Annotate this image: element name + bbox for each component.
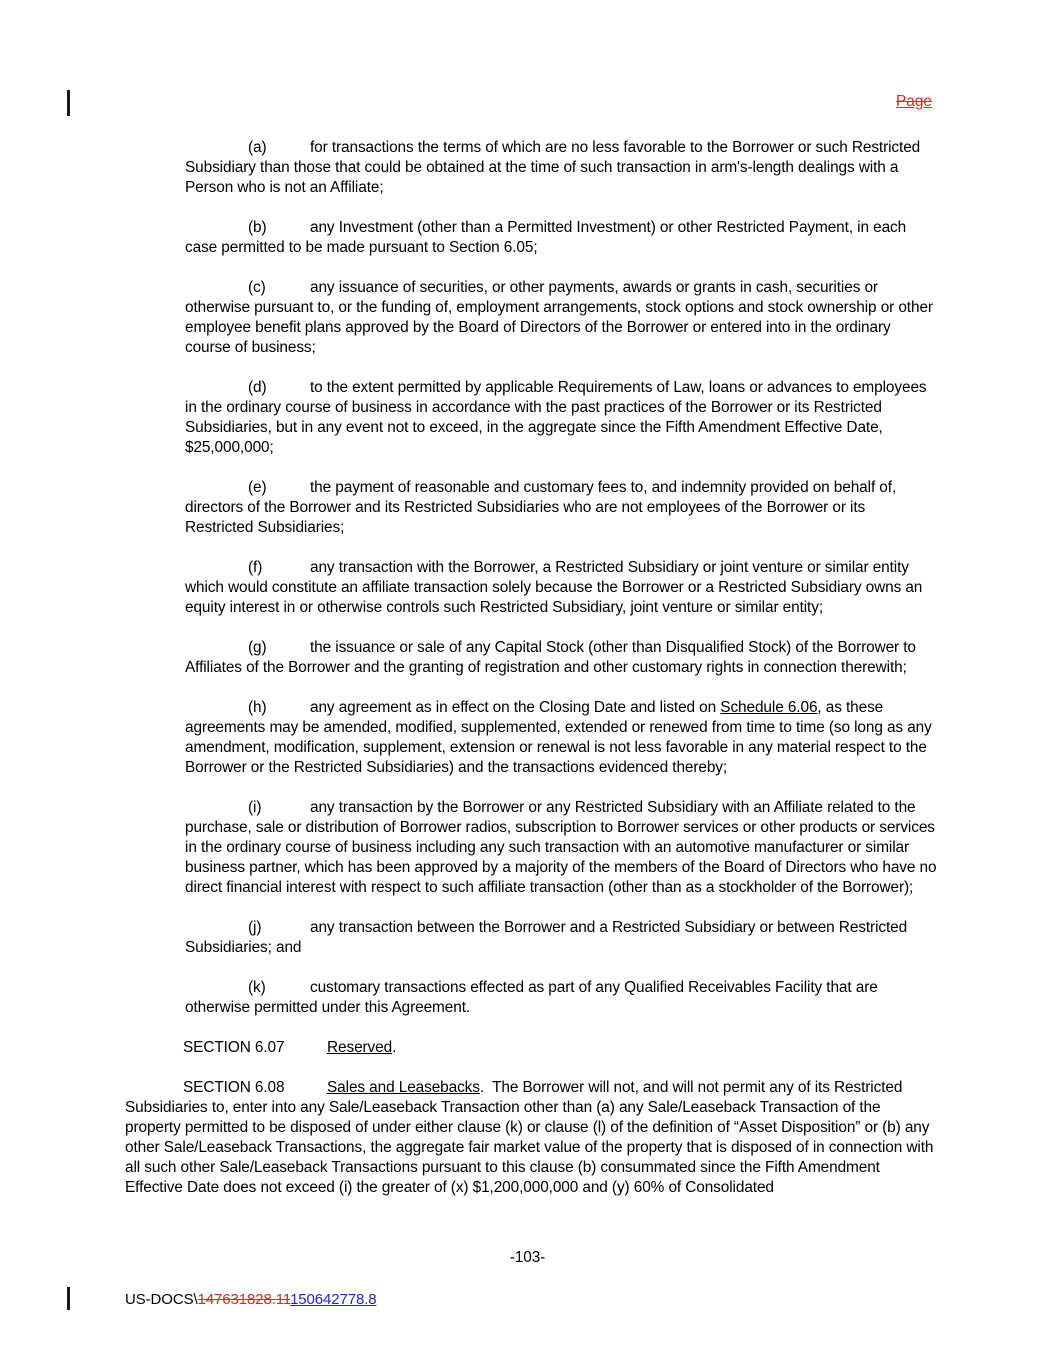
clause-text: the payment of reasonable and customary fees to, and indemnity provided on behalf of, directors of the Borrower and its Restricted Subsidiaries who are not employees of the Borrower or its Restricted Subsidiaries; (185, 479, 901, 536)
footer-doc-prefix: US-DOCS\ (125, 1291, 198, 1308)
clause-letter: (j) (248, 919, 262, 936)
clause-letter: (c) (248, 279, 266, 296)
clause-letter: (b) (248, 219, 267, 236)
section-number: SECTION 6.08 (183, 1079, 285, 1096)
schedule-6-06-reference: Schedule 6.06 (720, 699, 818, 716)
clause-text: any Investment (other than a Permitted Investment) or other Restricted Payment, in each case permitted to be made pursuant to Section 6.05; (185, 219, 911, 256)
clause-paragraph-h (185, 698, 937, 778)
clause-paragraph-k (185, 978, 937, 1018)
clause-letter: (a) (248, 139, 267, 156)
clause-text: the issuance or sale of any Capital Stock (other than Disqualified Stock) of the Borrower to Affiliates of the Borrower and the granting of registration and other customary rights in connection therewith; (185, 639, 920, 676)
page-header-deleted-label: Page (896, 93, 932, 110)
document-footer (125, 1291, 377, 1308)
section-heading: Reserved (327, 1039, 393, 1056)
clause-text: any transaction between the Borrower and a Restricted Subsidiary or between Restricted Subsidiaries; and (185, 919, 912, 956)
clause-text: for transactions the terms of which are no less favorable to the Borrower or such Restricted Subsidiary than those that could be obtained at the time of such transaction in arm's-length dealings with a Person who is not an Affiliate; (185, 139, 925, 196)
clause-text: any transaction by the Borrower or any Restricted Subsidiary with an Affiliate related to the purchase, sale or distribution of Borrower radios, subscription to Borrower services or other products or services in the ordinary course of business including any such transaction with an automotive manufacturer or similar business partner, which has been approved by a majority of the members of the Board of Directors who have no direct financial interest with respect to such affiliate transaction (other than as a stockholder of the Borrower); (185, 799, 941, 896)
clause-letter: (g) (248, 639, 267, 656)
footer-inserted-number: 150642778.8 (290, 1291, 377, 1308)
clause-paragraph-c (185, 278, 937, 358)
revision-change-bar-bottom (67, 1287, 70, 1310)
section-heading: Sales and Leasebacks (327, 1079, 480, 1096)
clause-letter: (i) (248, 799, 262, 816)
clause-letter: (k) (248, 979, 266, 996)
section-body: . The Borrower will not, and will not permit any of its Restricted Subsidiaries to, enter into any Sale/Leaseback Transaction other than (a) any Sale/Leaseback Transaction of the property permitted to be disposed of under either clause (k) or clause (l) of the definition of “Asset Disposition” or (b) any other Sale/Leaseback Transactions, the aggregate fair market value of the property that is disposed of in connection with all such other Sale/Leaseback Transactions pursuant to this clause (b) consummated since the Fifth Amendment Effective Date does not exceed (i) the greater of (x) $1,200,000,000 and (y) 60% of Consolidated (125, 1079, 938, 1196)
clause-paragraph-j (185, 918, 937, 958)
clause-letter: (e) (248, 479, 267, 496)
section-body: . (392, 1039, 397, 1056)
clause-text: to the extent permitted by applicable Requirements of Law, loans or advances to employees in the ordinary course of business in accordance with the past practices of the Borrower or its Restricted Subsidiaries, but in any event not to exceed, in the aggregate since the Fifth Amendment Effective Date, $25,000,000; (185, 379, 931, 456)
clause-text: any issuance of securities, or other payments, awards or grants in cash, securities or otherwise pursuant to, or the funding of, employment arrangements, stock options and stock ownership or other employee benefit plans approved by the Board of Directors of the Borrower or entered into in the ordinary course of business; (185, 279, 938, 356)
clause-text: customary transactions effected as part of any Qualified Receivables Facility that are otherwise permitted under this Agreement. (185, 979, 882, 1016)
clause-paragraph-g (185, 638, 937, 678)
section-6-08-paragraph (125, 1078, 937, 1198)
page-number: -103- (509, 1249, 546, 1266)
clause-paragraph-d (185, 378, 937, 458)
clause-paragraph-b (185, 218, 937, 258)
footer-deleted-number: 147631828.11 (197, 1291, 291, 1308)
section-number: SECTION 6.07 (183, 1039, 285, 1056)
clause-letter: (h) (248, 699, 267, 716)
clause-letter: (f) (248, 559, 263, 576)
clause-text: , as these agreements may be amended, modified, supplemented, extended or renewed from time to time (so long as any amendment, modification, supplement, extension or renewal is not less favorable in any material respect to the Borrower or the Restricted Subsidiaries) and the transactions evidenced thereby; (185, 699, 936, 776)
section-6-07-paragraph (125, 1038, 937, 1058)
clause-letter: (d) (248, 379, 267, 396)
clause-text: any agreement as in effect on the Closing Date and listed on (310, 699, 721, 716)
clause-text: any transaction with the Borrower, a Restricted Subsidiary or joint venture or similar entity which would constitute an affiliate transaction solely because the Borrower or a Restricted Subsidiary owns an equity interest in or otherwise controls such Restricted Subsidiary, joint venture or similar entity; (185, 559, 927, 616)
clause-paragraph-f (185, 558, 937, 618)
revision-change-bar-top (67, 90, 70, 116)
clause-paragraph-a (185, 138, 937, 198)
clause-paragraph-e (185, 478, 937, 538)
document-body (125, 138, 941, 1218)
clause-paragraph-i (185, 798, 941, 898)
